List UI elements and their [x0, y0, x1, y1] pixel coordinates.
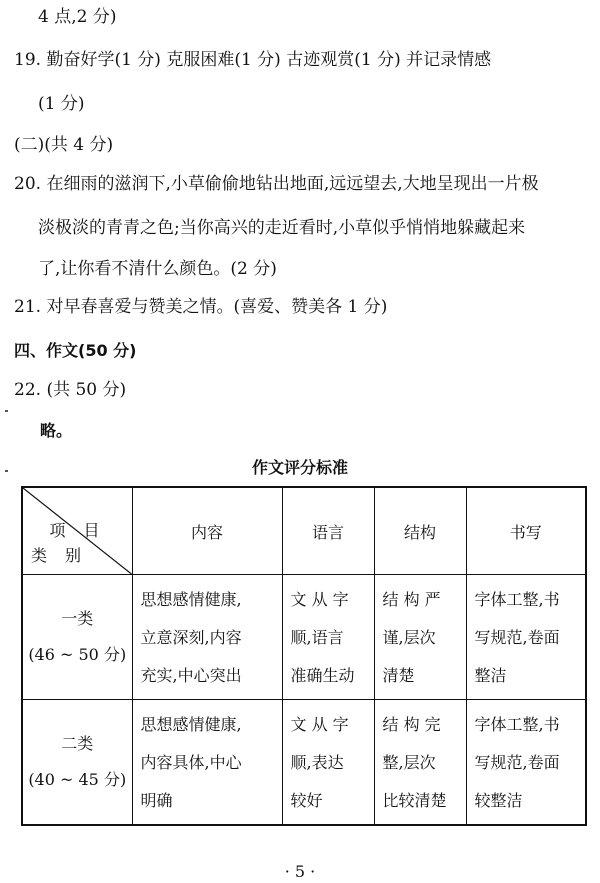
answer-21: 21. 对早春喜爱与赞美之情。(喜爱、赞美各 1 分) — [14, 297, 388, 317]
category-cell — [22, 575, 132, 700]
answer-20-cont-2: 了,让你看不清什么颜色。(2 分) — [38, 259, 277, 279]
answer-22: 22. (共 50 分) — [14, 380, 127, 400]
corner-header-cell — [22, 487, 132, 575]
grading-criteria-table — [21, 486, 587, 826]
header-structure: 结构 — [374, 487, 466, 575]
answer-line-1: 4 点,2 分) — [38, 7, 117, 27]
table-row-class-1 — [22, 575, 586, 700]
corner-label-category: 类别 — [31, 546, 100, 565]
header-writing: 书写 — [466, 487, 586, 575]
structure-criteria: 结 构 完 整,层次 比较清楚 — [374, 700, 466, 826]
category-cell — [22, 700, 132, 826]
content-criteria: 思想感情健康, 立意深刻,内容 充实,中心突出 — [132, 575, 282, 700]
header-content: 内容 — [132, 487, 282, 575]
language-criteria: 文 从 字 顺,语言 准确生动 — [282, 575, 374, 700]
table-header-row — [22, 487, 586, 575]
table-row-class-2 — [22, 700, 586, 826]
answer-20: 20. 在细雨的滋润下,小草偷偷地钻出地面,远远望去,大地呈现出一片极 — [14, 174, 539, 194]
writing-criteria: 字体工整,书 写规范,卷面 整洁 — [466, 575, 586, 700]
category-label: 二类 — [61, 734, 94, 753]
corner-label-item: 项目 — [49, 521, 118, 540]
answer-19-cont: (1 分) — [38, 94, 85, 114]
section-four-heading: 四、作文(50 分) — [14, 341, 137, 360]
content-criteria: 思想感情健康, 内容具体,中心 明确 — [132, 700, 282, 826]
category-label: 一类 — [61, 609, 94, 628]
writing-criteria: 字体工整,书 写规范,卷面 较整洁 — [466, 700, 586, 826]
answer-19: 19. 勤奋好学(1 分) 克服困难(1 分) 古迹观赏(1 分) 并记录情感 — [14, 50, 492, 70]
page-number: · 5 · — [284, 862, 316, 881]
table-title: 作文评分标准 — [251, 458, 348, 477]
header-language: 语言 — [282, 487, 374, 575]
score-range: (40 ~ 45 分) — [28, 770, 127, 789]
structure-criteria: 结 构 严 谨,层次 清楚 — [374, 575, 466, 700]
language-criteria: 文 从 字 顺,表达 较好 — [282, 700, 374, 826]
score-range: (46 ~ 50 分) — [28, 645, 127, 664]
scan-speck — [5, 410, 8, 412]
answer-22-body: 略。 — [40, 421, 73, 440]
answer-20-cont-1: 淡极淡的青青之色;当你高兴的走近看时,小草似乎悄悄地躲藏起来 — [38, 218, 526, 238]
section-two-heading: (二)(共 4 分) — [14, 135, 114, 155]
